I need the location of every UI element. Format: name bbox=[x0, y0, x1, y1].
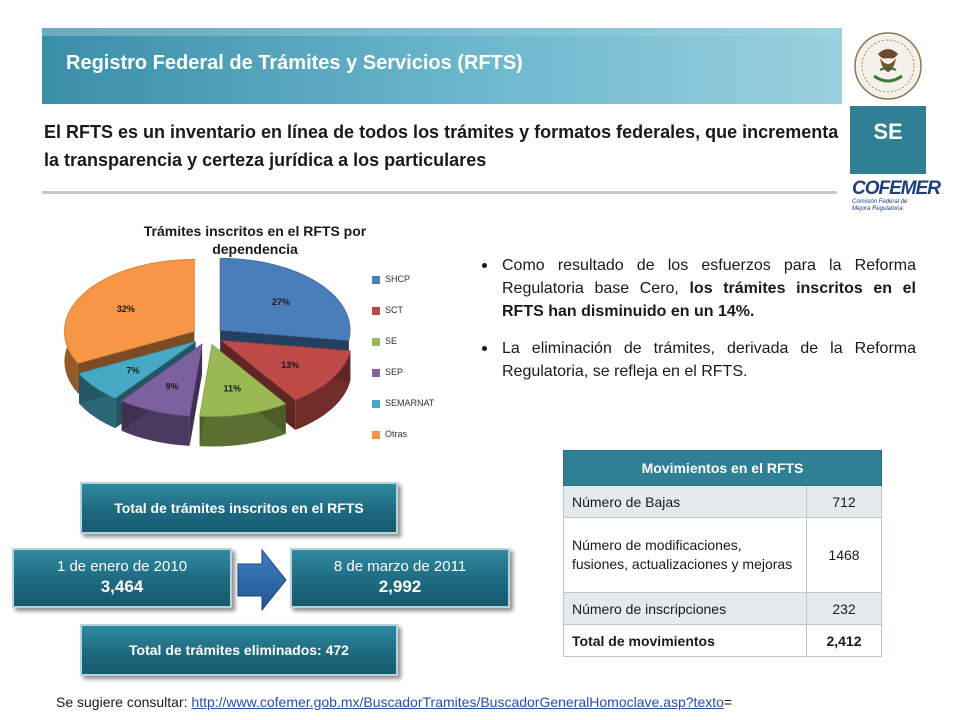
movements-table bbox=[563, 450, 882, 657]
footer-link[interactable]: http://www.cofemer.gob.mx/BuscadorTramites/BuscadorGeneralHomoclave.asp?texto bbox=[191, 694, 724, 710]
legend-label: Otras bbox=[385, 429, 408, 439]
count-value: 2,992 bbox=[378, 577, 422, 596]
legend-swatch bbox=[372, 307, 380, 315]
divider bbox=[42, 191, 837, 194]
row-label: Número de inscripciones bbox=[564, 593, 807, 625]
pie-data-label: 27% bbox=[271, 297, 291, 307]
total-label: Total de movimientos bbox=[564, 625, 807, 657]
chart-title: Trámites inscritos en el RFTS por dependencia bbox=[143, 223, 367, 257]
legend-swatch bbox=[372, 338, 380, 346]
table-total-row bbox=[564, 625, 882, 657]
pie-data-label: 7% bbox=[126, 365, 140, 376]
legend-swatch bbox=[372, 431, 380, 439]
row-value: 712 bbox=[807, 486, 882, 518]
legend-label: SE bbox=[385, 336, 398, 346]
legend-item bbox=[372, 274, 410, 284]
se-logo-text: SE bbox=[873, 119, 903, 144]
legend-item bbox=[372, 398, 434, 408]
cofemer-logo bbox=[850, 178, 940, 214]
legend-item bbox=[372, 367, 403, 377]
cofemer-logo-text: COFEMER bbox=[852, 178, 940, 199]
row-value: 232 bbox=[807, 593, 882, 625]
total-value: 2,412 bbox=[807, 625, 882, 657]
legend-item bbox=[372, 305, 403, 315]
table-row bbox=[564, 486, 882, 518]
pie-chart bbox=[48, 256, 368, 456]
footer-suffix: = bbox=[723, 694, 733, 710]
banner-stripe bbox=[42, 28, 842, 36]
legend-label: SCT bbox=[385, 305, 403, 315]
bullet-dot bbox=[482, 263, 487, 268]
bullet-item bbox=[482, 254, 916, 323]
bullet-dot bbox=[482, 346, 487, 351]
legend-label: SEMARNAT bbox=[385, 398, 435, 408]
legend-item bbox=[372, 336, 397, 346]
row-label: Número de Bajas bbox=[564, 486, 807, 518]
pie-data-label: 13% bbox=[281, 360, 300, 371]
cofemer-logo-subtext: Comisión Federal de Mejora Regulatoria bbox=[852, 199, 908, 212]
pie-data-label: 9% bbox=[165, 381, 179, 392]
page-title: Registro Federal de Trámites y Servicios (RFTS) bbox=[66, 52, 523, 74]
date-box-2010 bbox=[12, 548, 232, 608]
date-label: 8 de marzo de 2011 bbox=[333, 558, 467, 575]
se-logo bbox=[850, 106, 926, 174]
header-banner bbox=[42, 28, 842, 104]
date-box-2011 bbox=[290, 548, 510, 608]
bullet-list bbox=[482, 254, 916, 397]
legend-item bbox=[372, 429, 407, 439]
bullet-text: Como resultado de los esfuerzos para la Reforma Regulatoria base Cero, bbox=[502, 257, 916, 297]
legend-label: SEP bbox=[385, 367, 404, 377]
eliminated-box: Total de trámites eliminados: 472 bbox=[80, 624, 398, 676]
pie-data-label: 11% bbox=[223, 383, 242, 394]
legend-swatch bbox=[372, 400, 380, 408]
right-arrow-icon bbox=[236, 548, 288, 612]
row-value: 1468 bbox=[807, 518, 882, 593]
mexico-seal-icon bbox=[850, 28, 926, 104]
total-registered-box: Total de trámites inscritos en el RFTS bbox=[80, 482, 398, 534]
date-label: 1 de enero de 2010 bbox=[56, 558, 188, 575]
legend-label: SHCP bbox=[385, 274, 411, 284]
table-row bbox=[564, 593, 882, 625]
bullet-bold-text: los trámites inscritos en el RFTS han disminuido en un 14%. bbox=[502, 280, 916, 320]
legend-swatch bbox=[372, 369, 380, 377]
table-header: Movimientos en el RFTS bbox=[564, 451, 882, 486]
footer-prefix: Se sugiere consultar: bbox=[56, 694, 192, 710]
count-value: 3,464 bbox=[100, 577, 144, 596]
row-label: Número de modificaciones, fusiones, actualizaciones y mejoras bbox=[564, 518, 807, 593]
bullet-item bbox=[482, 337, 916, 383]
pie-data-label: 32% bbox=[116, 303, 135, 314]
legend-swatch bbox=[372, 276, 380, 284]
bullet-text: La eliminación de trámites, derivada de la Reforma Regulatoria, se refleja en el RFTS. bbox=[502, 340, 916, 380]
intro-text: El RFTS es un inventario en línea de todos los trámites y formatos federales, que incrementa la transparencia y certeza jurídica a los particulares bbox=[44, 122, 839, 170]
table-header-row bbox=[564, 451, 882, 486]
table-row bbox=[564, 518, 882, 593]
logo-column bbox=[850, 28, 940, 218]
footer bbox=[56, 694, 732, 710]
